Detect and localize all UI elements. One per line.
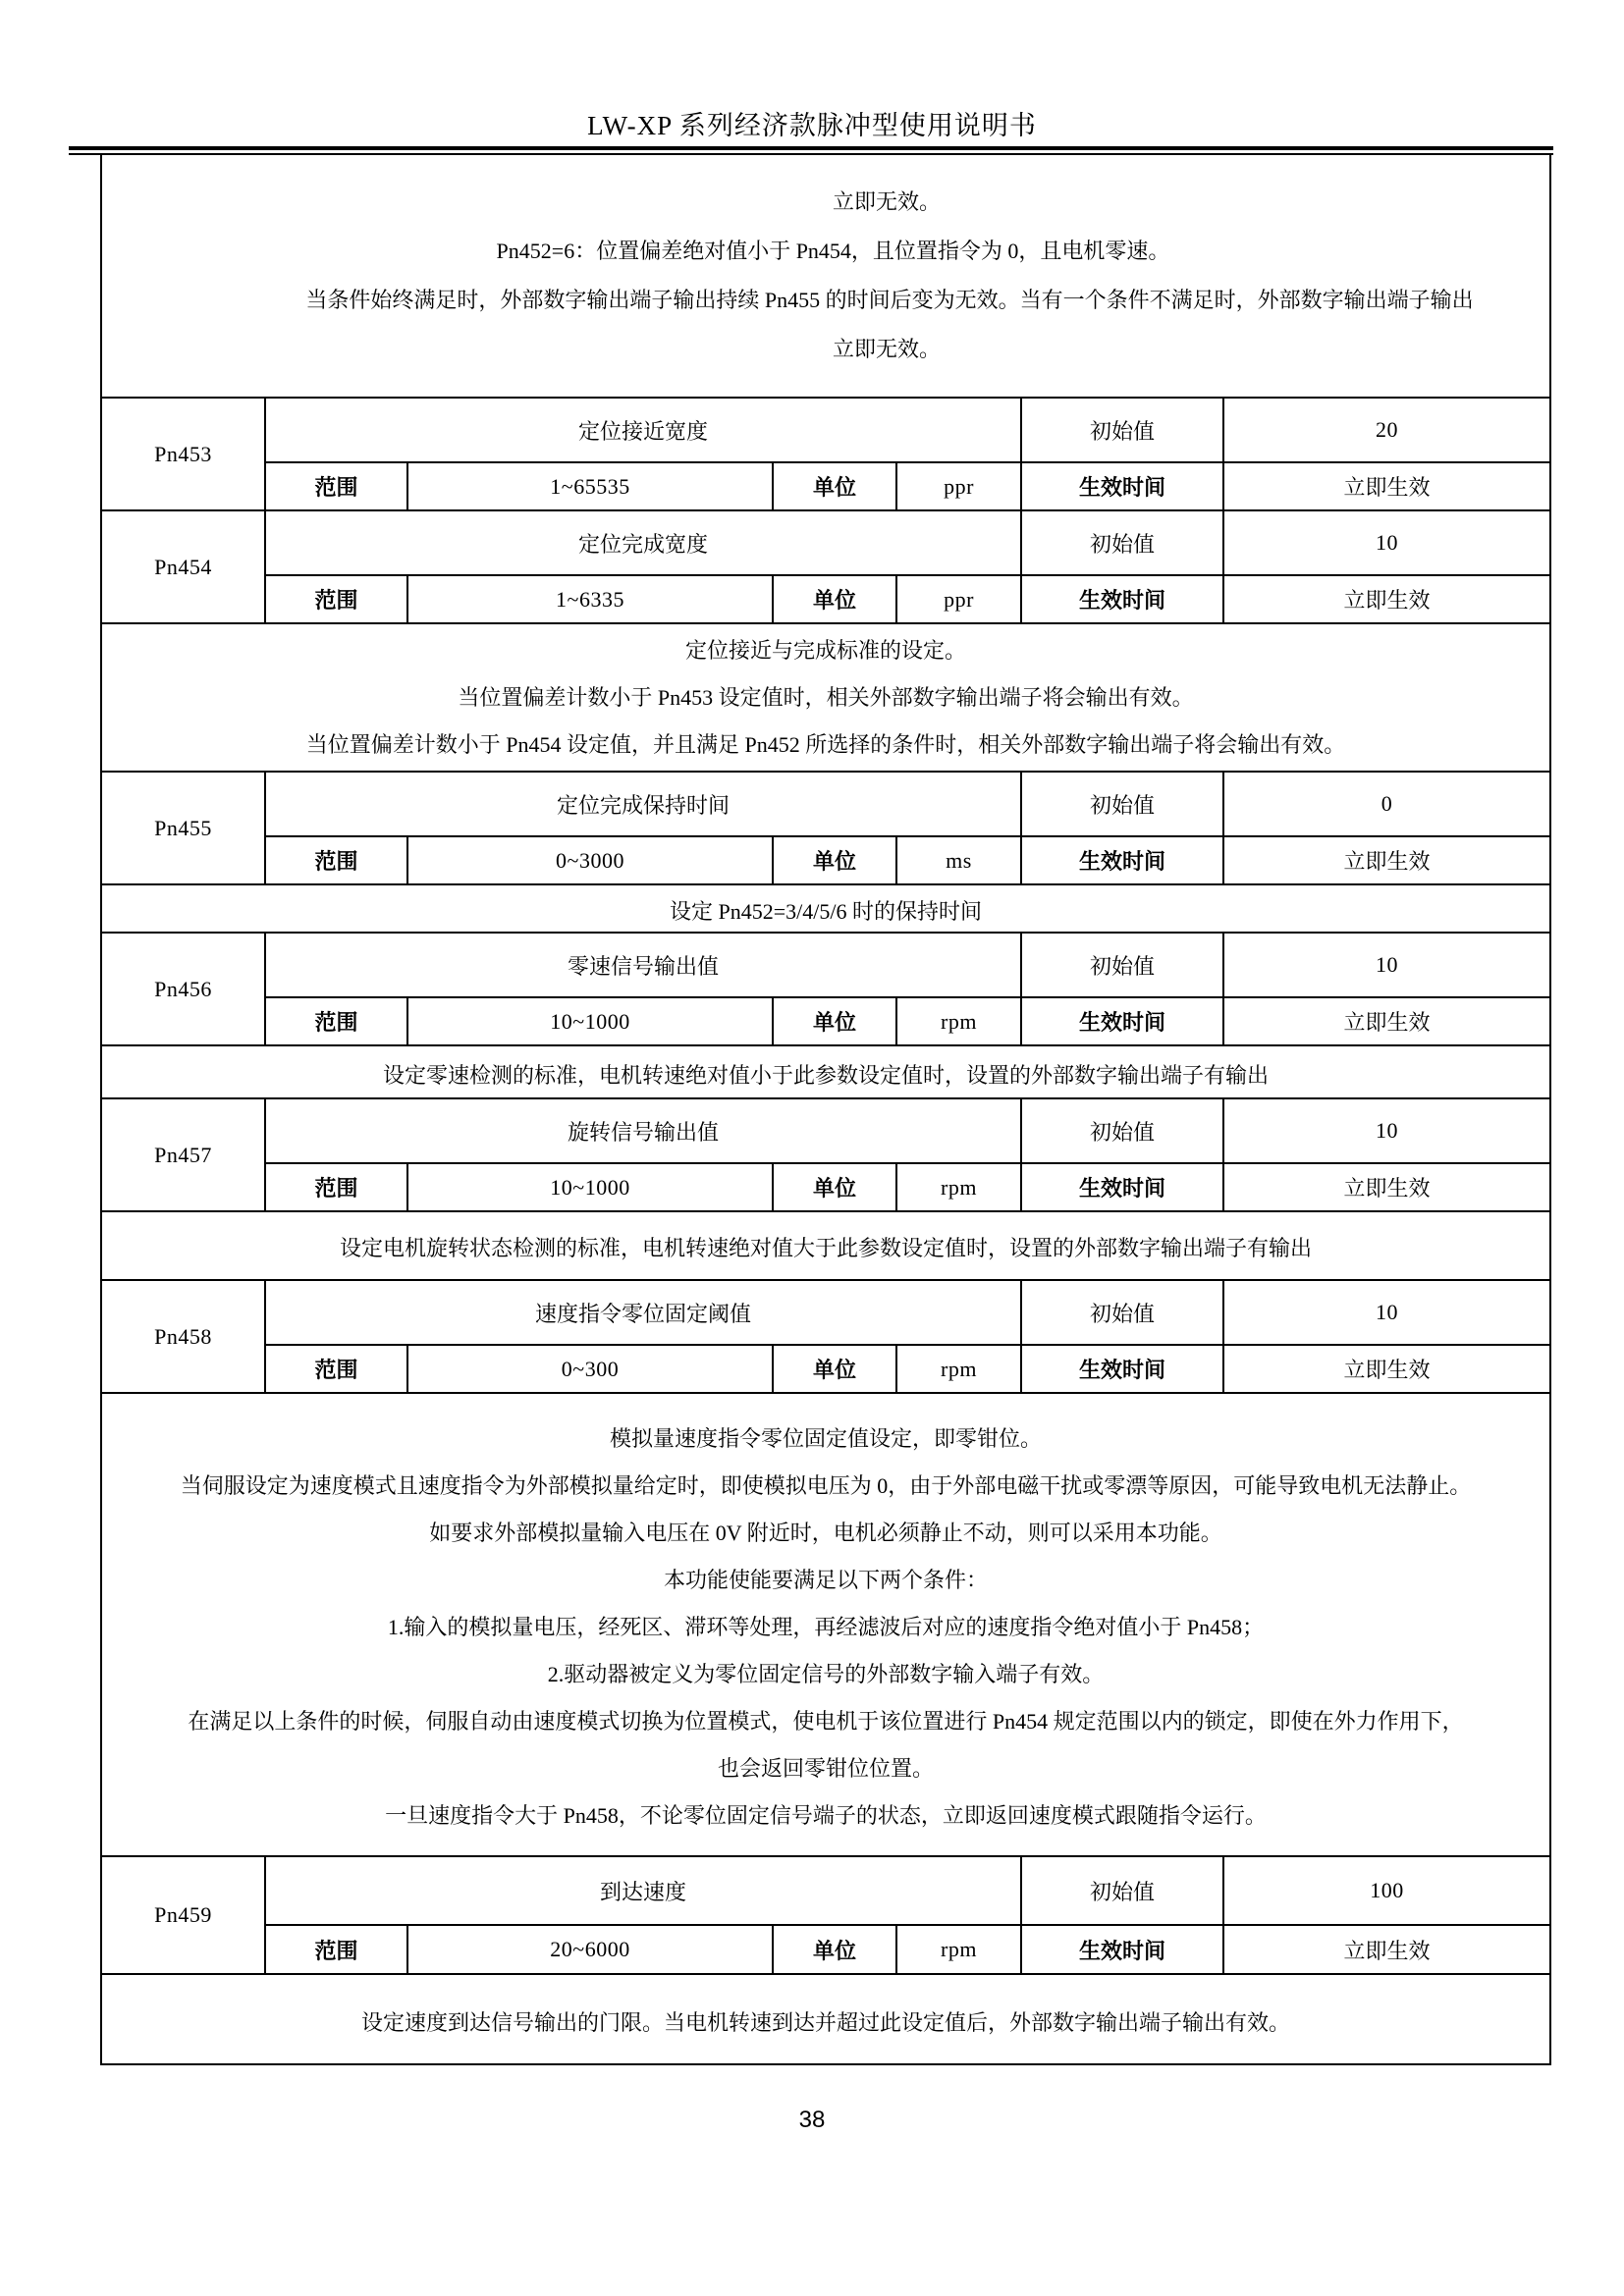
effective-time-value: 立即生效 [1223,1163,1550,1211]
description-line: 设定速度到达信号输出的门限。当电机转速到达并超过此设定值后，外部数字输出端子输出有效。 [360,2010,1290,2035]
param-name: 到达速度 [265,1856,1021,1925]
description-line: 设定 Pn452=3/4/5/6 时的保持时间 [670,898,982,924]
effective-time-label: 生效时间 [1021,462,1223,510]
initial-value-label: 初始值 [1021,772,1223,836]
initial-value: 10 [1223,510,1550,575]
unit-value: rpm [896,1925,1021,1974]
effective-time-label: 生效时间 [1021,1163,1223,1211]
effective-time-label: 生效时间 [1021,997,1223,1045]
range-label: 范围 [265,997,407,1045]
param-spec-row-pn454 [101,575,1550,623]
param-name: 定位接近宽度 [265,398,1021,462]
param-id: Pn456 [101,933,265,1045]
description-line: 当位置偏差计数小于 Pn453 设定值时，相关外部数字输出端子将会输出有效。 [458,684,1194,710]
description-line: 设定零速检测的标准，电机转速绝对值小于此参数设定值时，设置的外部数字输出端子有输出 [382,1063,1269,1088]
description-line: 当伺服设定为速度模式且速度指令为外部模拟量给定时，即使模拟电压为 0，由于外部电磁干扰或零漂等原因，可能导致电机无法静止。 [180,1473,1472,1498]
effective-time-value: 立即生效 [1223,1925,1550,1974]
param-description [101,1211,1550,1280]
description-line: 一旦速度指令大于 Pn458，不论零位固定信号端子的状态，立即返回速度模式跟随指令运行。 [385,1803,1267,1828]
initial-value: 0 [1223,772,1550,836]
description-line: 定位接近与完成标准的设定。 [684,637,966,663]
desc-row-pn457 [101,1211,1550,1280]
param-spec-row-pn459 [101,1925,1550,1974]
desc-row-pn455 [101,884,1550,933]
unit-label: 单位 [773,462,896,510]
unit-value: ppr [896,462,1021,510]
intro-line: 立即无效。 [832,337,941,361]
param-row-pn454 [101,510,1550,575]
param-row-pn456 [101,933,1550,997]
effective-time-label: 生效时间 [1021,836,1223,884]
initial-value-label: 初始值 [1021,1098,1223,1163]
initial-value-label: 初始值 [1021,1280,1223,1345]
effective-time-value: 立即生效 [1223,836,1550,884]
intro-block [101,154,1550,398]
param-description [101,623,1550,772]
param-row-pn455 [101,772,1550,836]
param-spec-row-pn457 [101,1163,1550,1211]
unit-value: rpm [896,1163,1021,1211]
intro-line: 立即无效。 [832,189,941,214]
range-label: 范围 [265,1345,407,1393]
description-line: 本功能使能要满足以下两个条件： [663,1568,988,1592]
intro-row [101,154,1550,398]
param-name: 旋转信号输出值 [265,1098,1021,1163]
param-row-pn459 [101,1856,1550,1925]
param-id: Pn453 [101,398,265,510]
range-value: 20~6000 [407,1925,773,1974]
desc-row-pn456 [101,1045,1550,1098]
param-name: 速度指令零位固定阈值 [265,1280,1021,1345]
effective-time-label: 生效时间 [1021,1345,1223,1393]
param-spec-row-pn456 [101,997,1550,1045]
description-line: 如要求外部模拟量输入电压在 0V 附近时，电机必须静止不动，则可以采用本功能。 [429,1521,1222,1545]
effective-time-value: 立即生效 [1223,462,1550,510]
parameter-table [100,153,1551,2065]
page-number: 38 [798,2107,826,2133]
effective-time-value: 立即生效 [1223,1345,1550,1393]
intro-line: 当条件始终满足时，外部数字输出端子输出持续 Pn455 的时间后变为无效。当有一个条件不满足时，外部数字输出端子输出 [305,288,1474,312]
unit-label: 单位 [773,836,896,884]
unit-value: rpm [896,997,1021,1045]
description-line: 1.输入的模拟量电压，经死区、滞环等处理，再经滤波后对应的速度指令绝对值小于 Pn458； [387,1615,1265,1639]
initial-value: 100 [1223,1856,1550,1925]
param-description [101,1045,1550,1098]
description-line: 也会返回零钳位位置。 [717,1756,934,1781]
param-row-pn458 [101,1280,1550,1345]
param-row-pn457 [101,1098,1550,1163]
description-line: 模拟量速度指令零位固定值设定，即零钳位。 [609,1426,1042,1451]
effective-time-value: 立即生效 [1223,997,1550,1045]
initial-value: 10 [1223,933,1550,997]
unit-label: 单位 [773,997,896,1045]
param-id: Pn454 [101,510,265,623]
initial-value: 10 [1223,1280,1550,1345]
effective-time-label: 生效时间 [1021,1925,1223,1974]
range-label: 范围 [265,462,407,510]
param-spec-row-pn455 [101,836,1550,884]
param-description [101,1393,1550,1856]
range-label: 范围 [265,836,407,884]
initial-value-label: 初始值 [1021,1856,1223,1925]
initial-value: 10 [1223,1098,1550,1163]
param-id: Pn457 [101,1098,265,1211]
desc-row-pn459 [101,1974,1550,2064]
param-description [101,884,1550,933]
initial-value: 20 [1223,398,1550,462]
range-label: 范围 [265,575,407,623]
unit-value: ppr [896,575,1021,623]
unit-label: 单位 [773,575,896,623]
unit-label: 单位 [773,1345,896,1393]
range-value: 0~3000 [407,836,773,884]
range-label: 范围 [265,1925,407,1974]
range-value: 10~1000 [407,1163,773,1211]
description-line: 2.驱动器被定义为零位固定信号的外部数字输入端子有效。 [547,1662,1105,1686]
unit-value: ms [896,836,1021,884]
unit-label: 单位 [773,1925,896,1974]
param-spec-row-pn453 [101,462,1550,510]
initial-value-label: 初始值 [1021,933,1223,997]
param-name: 定位完成保持时间 [265,772,1021,836]
param-spec-row-pn458 [101,1345,1550,1393]
range-value: 0~300 [407,1345,773,1393]
desc-row-pn458 [101,1393,1550,1856]
param-id: Pn458 [101,1280,265,1393]
param-name: 定位完成宽度 [265,510,1021,575]
unit-label: 单位 [773,1163,896,1211]
intro-line: Pn452=6：位置偏差绝对值小于 Pn454，且位置指令为 0，且电机零速。 [496,239,1170,263]
param-name: 零速信号输出值 [265,933,1021,997]
range-value: 1~6335 [407,575,773,623]
param-id: Pn455 [101,772,265,884]
description-line: 在满足以上条件的时候，伺服自动由速度模式切换为位置模式，使电机于该位置进行 Pn454 规定范围以内的锁定，即使在外力作用下， [188,1709,1464,1734]
description-line: 设定电机旋转状态检测的标准，电机转速绝对值大于此参数设定值时，设置的外部数字输出端子有输出 [339,1236,1312,1260]
param-row-pn453 [101,398,1550,462]
page-header-title: LW-XP 系列经济款脉冲型使用说明书 [587,111,1037,140]
range-label: 范围 [265,1163,407,1211]
range-value: 1~65535 [407,462,773,510]
unit-value: rpm [896,1345,1021,1393]
effective-time-value: 立即生效 [1223,575,1550,623]
initial-value-label: 初始值 [1021,398,1223,462]
description-line: 当位置偏差计数小于 Pn454 设定值，并且满足 Pn452 所选择的条件时，相关外部数字输出端子将会输出有效。 [305,731,1346,757]
param-id: Pn459 [101,1856,265,1974]
range-value: 10~1000 [407,997,773,1045]
effective-time-label: 生效时间 [1021,575,1223,623]
desc-row-pn453-454 [101,623,1550,772]
param-description [101,1974,1550,2064]
initial-value-label: 初始值 [1021,510,1223,575]
